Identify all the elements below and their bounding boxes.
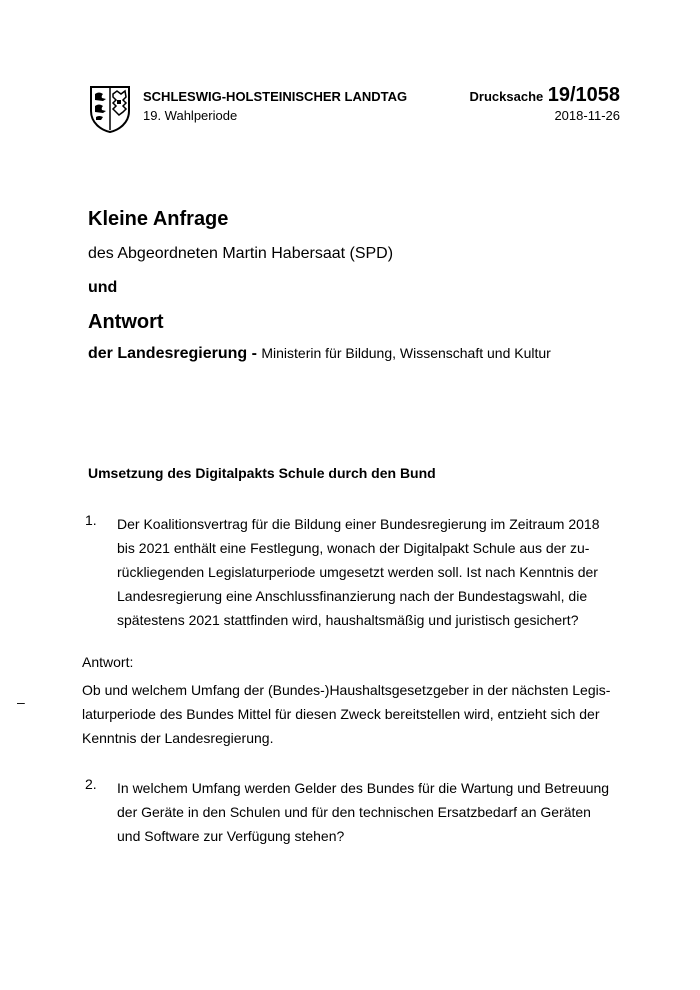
question-number: 2. bbox=[85, 776, 97, 792]
text-line: rückliegenden Legislaturperiode umgesetzt werden soll. Ist nach Kenntnis der bbox=[117, 564, 598, 580]
text-line: Der Koalitionsvertrag für die Bildung einer Bundesregierung im Zeitraum 2018 bbox=[117, 516, 600, 532]
question-2-text bbox=[117, 776, 617, 848]
heading-antwort: Antwort bbox=[88, 311, 164, 333]
text-line: und Software zur Verfügung stehen? bbox=[117, 828, 345, 844]
question-number: 1. bbox=[85, 512, 97, 528]
document-date: 2018-11-26 bbox=[554, 108, 620, 123]
institution-name: SCHLESWIG-HOLSTEINISCHER LANDTAG bbox=[143, 89, 408, 104]
answer-label: Antwort: bbox=[82, 654, 134, 670]
text-line: In welchem Umfang werden Gelder des Bundes für die Wartung und Betreuung bbox=[117, 780, 610, 796]
drucksache-id bbox=[470, 84, 620, 107]
landtag-crest-icon bbox=[88, 84, 132, 134]
text-line: spätestens 2021 stattfinden wird, haushaltsmäßig und juristisch gesichert? bbox=[117, 612, 579, 628]
text-line: der Geräte in den Schulen und für den technischen Ersatzbedarf an Geräten bbox=[117, 804, 591, 820]
landesregierung-label: der Landesregierung - bbox=[88, 345, 257, 362]
landesregierung-line bbox=[88, 345, 551, 363]
text-line: laturperiode des Bundes Mittel für diesen Zweck bereitstellen wird, entzieht sich der bbox=[82, 706, 600, 722]
answer-1-text bbox=[82, 678, 622, 750]
question-1-text bbox=[117, 512, 617, 632]
drucksache-number: 19/1058 bbox=[547, 84, 620, 106]
subject-heading: Umsetzung des Digitalpakts Schule durch den Bund bbox=[88, 465, 436, 481]
heading-kleine-anfrage: Kleine Anfrage bbox=[88, 208, 229, 230]
text-line: bis 2021 enthält eine Festlegung, wonach der Digitalpakt Schule aus der zu- bbox=[117, 540, 590, 556]
text-line: Kenntnis der Landesregierung. bbox=[82, 730, 274, 746]
und-line: und bbox=[88, 279, 118, 296]
text-line: Landesregierung eine Anschlussfinanzierung nach der Bundestagswahl, die bbox=[117, 588, 588, 604]
drucksache-label: Drucksache bbox=[469, 89, 544, 104]
margin-mark: – bbox=[17, 694, 25, 710]
election-period: 19. Wahlperiode bbox=[143, 108, 238, 123]
text-line: Ob und welchem Umfang der (Bundes-)Haushaltsgesetzgeber in der nächsten Legis- bbox=[82, 682, 611, 698]
ministry-name: Ministerin für Bildung, Wissenschaft und Kultur bbox=[261, 345, 551, 361]
author-line: des Abgeordneten Martin Habersaat (SPD) bbox=[88, 245, 394, 262]
